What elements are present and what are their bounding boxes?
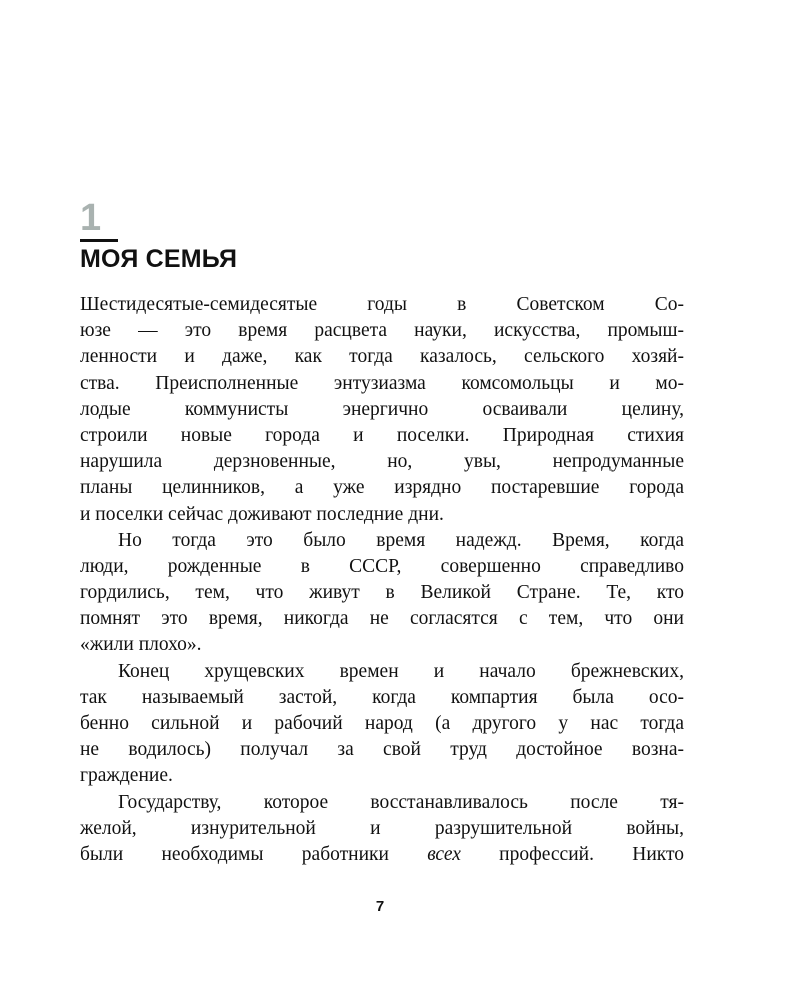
text-line: и поселки сейчас доживают последние дни.	[80, 503, 444, 525]
text-line: не водилось) получал за свой труд достойное возна-	[80, 739, 684, 761]
text-line: ства. Преисполненные энтузиазма комсомольцы и мо-	[80, 372, 684, 394]
text-line: ленности и даже, как тогда казалось, сельского хозяй-	[80, 346, 684, 368]
text-line: граждение.	[80, 765, 173, 787]
text-line: Конец хрущевских времен и начало брежневских,	[118, 660, 684, 682]
text-line: Государству, которое восстанавливалось после тя-	[118, 791, 684, 813]
chapter-title: МОЯ СЕМЬЯ	[80, 245, 238, 273]
text-line: строили новые города и поселки. Природная стихия	[80, 424, 684, 446]
page-number: 7	[375, 898, 385, 915]
text-line: люди, рожденные в СССР, совершенно справедливо	[80, 555, 684, 577]
chapter-number: 1	[80, 197, 102, 239]
text-line: так называемый застой, когда компартия была осо-	[80, 686, 684, 708]
body-text	[80, 292, 684, 868]
text-line: лодые коммунисты энергично осваивали целину,	[80, 398, 684, 420]
text-line: Но тогда это было время надежд. Время, когда	[118, 529, 684, 551]
text-line: нарушила дерзновенные, но, увы, непродуманные	[80, 451, 684, 473]
text-segment: профессий. Никто	[460, 843, 684, 865]
text-line: гордились, тем, что живут в Великой Стране. Те, кто	[80, 582, 684, 604]
text-segment: были необходимы работники	[80, 843, 428, 865]
text-line: желой, изнурительной и разрушительной войны,	[80, 817, 684, 839]
text-line: юзе — это время расцвета науки, искусства, промыш-	[80, 320, 684, 342]
text-line: планы целинников, а уже изрядно постаревшие города	[80, 477, 684, 499]
text-line: «жили плохо».	[80, 634, 202, 656]
text-line: бенно сильной и рабочий народ (а другого у нас тогда	[80, 713, 684, 734]
chapter-rule	[80, 239, 118, 242]
text-line	[80, 842, 684, 868]
text-line: помнят это время, никогда не согласятся с тем, что они	[80, 608, 684, 630]
emphasized-word: всех	[427, 843, 461, 865]
text-line: Шестидесятые-семидесятые годы в Советском Со-	[80, 294, 684, 315]
